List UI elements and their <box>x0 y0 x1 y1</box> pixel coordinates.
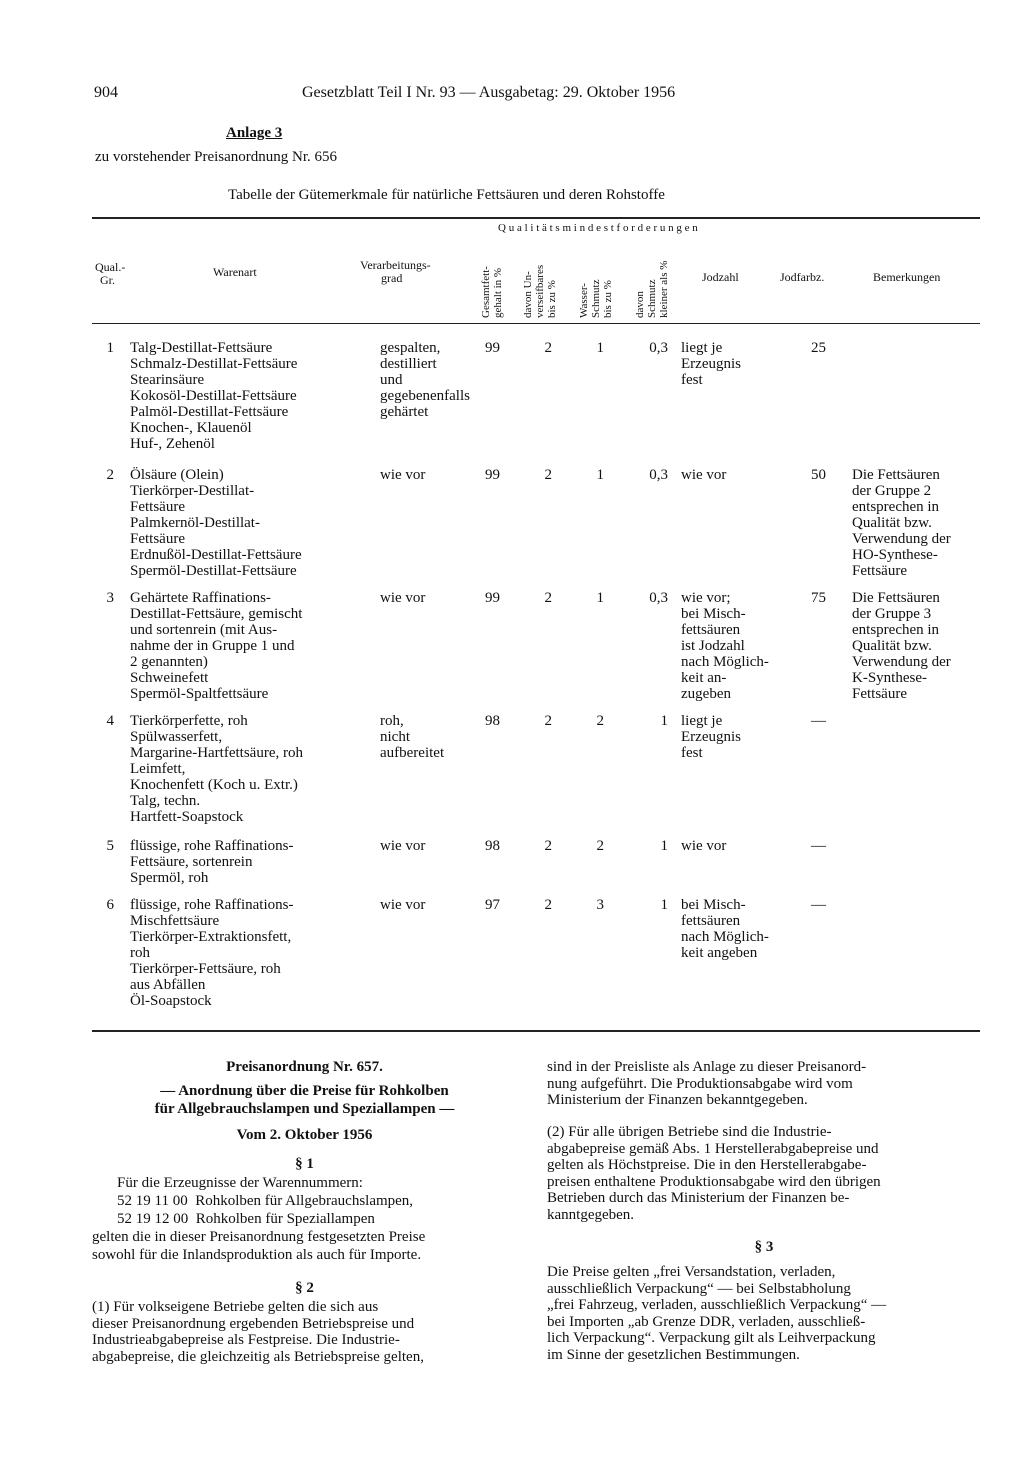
group-header: Q u a l i t ä t s m i n d e s t f o r d e r u n g e n <box>498 222 698 234</box>
table-cell-warenart <box>130 467 365 579</box>
section1-heading: § 1 <box>295 1156 314 1172</box>
warenart-line: Fettsäure <box>130 531 185 547</box>
jodzahl-line: zugeben <box>681 686 731 702</box>
bemerkungen-line: der Gruppe 2 <box>852 483 932 499</box>
warenart-line: Öl-Soapstock <box>130 993 212 1009</box>
jodzahl-line: Erzeugnis <box>681 729 741 745</box>
warenart-line: nahme der in Gruppe 1 und <box>130 638 295 654</box>
warenart-line: Ölsäure (Olein) <box>130 467 224 483</box>
table-cell-warenart <box>130 590 365 702</box>
section1-item2: 52 19 12 00 Rohkolben für Speziallampen <box>117 1211 375 1227</box>
table-cell-warenart <box>130 713 365 825</box>
section2-heading: § 2 <box>295 1280 314 1296</box>
right-paragraph3 <box>547 1264 981 1363</box>
table-cell-unverseifbares: 2 <box>544 897 552 913</box>
warenart-line: Spermöl-Spaltfettsäure <box>130 686 269 702</box>
verarbeitung-line: und <box>380 372 403 388</box>
col-gesamtfett-line2: gehalt in % <box>492 267 504 318</box>
table-top-rule <box>92 217 980 219</box>
ordinance-title: Preisanordnung Nr. 657. <box>226 1059 383 1075</box>
col-qual-line1: Qual.- <box>95 260 126 274</box>
ordinance-date: Vom 2. Oktober 1956 <box>236 1127 373 1143</box>
verarbeitung-line: roh, <box>380 713 404 729</box>
paragraph-line: bei Importen „ab Grenze DDR, verladen, ausschließ- <box>547 1313 866 1330</box>
table-cell-jodzahl <box>681 590 791 702</box>
table-cell-schmutz: 1 <box>660 897 668 913</box>
paragraph-line: im Sinne der gesetzlichen Bestimmungen. <box>547 1346 800 1363</box>
verarbeitung-line: gegebenenfalls <box>380 388 470 404</box>
table-cell-group: 1 <box>106 340 114 356</box>
table-cell-unverseifbares: 2 <box>544 838 552 854</box>
table-cell-unverseifbares: 2 <box>544 590 552 606</box>
table-cell-jodfarbzahl: — <box>811 838 826 854</box>
bemerkungen-line: Die Fettsäuren <box>852 467 940 483</box>
jodzahl-line: fest <box>681 745 703 761</box>
table-cell-jodfarbzahl: — <box>811 713 826 729</box>
table-cell-warenart <box>130 340 365 452</box>
table-cell-unverseifbares: 2 <box>544 467 552 483</box>
jodzahl-line: fettsäuren <box>681 913 741 929</box>
bemerkungen-line: Fettsäure <box>852 686 907 702</box>
table-cell-wasser-schmutz: 1 <box>596 467 604 483</box>
annex-subtitle: zu vorstehender Preisanordnung Nr. 656 <box>95 149 338 165</box>
warenart-line: Fettsäure, sortenrein <box>130 854 253 870</box>
table-cell-group: 5 <box>106 838 114 854</box>
table-cell-wasser-schmutz: 2 <box>596 838 604 854</box>
col-wasser-line2: Schmutz <box>590 279 602 318</box>
table-cell-jodfarbzahl: — <box>811 897 826 913</box>
col-jodzahl: Jodzahl <box>702 270 739 284</box>
bemerkungen-line: entsprechen in <box>852 622 940 638</box>
table-header-rule <box>92 323 980 324</box>
jodzahl-line: Erzeugnis <box>681 356 741 372</box>
col-schmutz-line2: Schmutz <box>646 279 658 318</box>
jodzahl-line: keit an- <box>681 670 727 686</box>
table-cell-group: 2 <box>106 467 114 483</box>
warenart-line: Tierkörper-Fettsäure, roh <box>130 961 281 977</box>
col-bemerkungen: Bemerkungen <box>873 270 941 284</box>
bemerkungen-line: Qualität bzw. <box>852 515 932 531</box>
bemerkungen-line: K-Synthese- <box>852 670 927 686</box>
table-cell-schmutz: 0,3 <box>649 467 668 483</box>
verarbeitung-line: wie vor <box>380 838 426 854</box>
verarbeitung-line: wie vor <box>380 897 426 913</box>
verarbeitung-line: aufbereitet <box>380 745 445 761</box>
bemerkungen-line: der Gruppe 3 <box>852 606 932 622</box>
table-cell-gesamtfett: 98 <box>485 713 500 729</box>
annex-title: Anlage 3 <box>226 125 283 141</box>
paragraph-line: Betrieben durch das Ministerium der Finanzen be- <box>547 1190 850 1206</box>
warenart-line: Palmöl-Destillat-Fettsäure <box>130 404 289 420</box>
right-paragraph2 <box>547 1124 981 1223</box>
table-cell-gesamtfett: 99 <box>485 467 500 483</box>
table-cell-unverseifbares: 2 <box>544 713 552 729</box>
verarbeitung-line: destilliert <box>380 356 437 372</box>
table-cell-group: 3 <box>106 590 114 606</box>
col-jodfarbzahl: Jodfarbz. <box>780 270 825 284</box>
verarbeitung-line: nicht <box>380 729 410 745</box>
table-cell-schmutz: 1 <box>660 713 668 729</box>
warenart-line: Destillat-Fettsäure, gemischt <box>130 606 303 622</box>
warenart-line: Spermöl-Destillat-Fettsäure <box>130 563 297 579</box>
warenart-line: Spermöl, roh <box>130 870 209 886</box>
col-verarbeitung-line1: Verarbeitungs- <box>360 258 431 272</box>
warenart-line: Tierkörperfette, roh <box>130 713 248 729</box>
verarbeitung-line: wie vor <box>380 467 426 483</box>
table-cell-jodfarbzahl: 75 <box>811 590 826 606</box>
table-cell-wasser-schmutz: 2 <box>596 713 604 729</box>
running-title: Gesetzblatt Teil I Nr. 93 — Ausgabetag: 29. Oktober 1956 <box>302 84 676 101</box>
paragraph-line: abgabepreise gemäß Abs. 1 Herstellerabgabepreise und <box>547 1140 879 1157</box>
warenart-line: Schmalz-Destillat-Fettsäure <box>130 356 298 372</box>
paragraph-line: (2) Für alle übrigen Betriebe sind die Industrie- <box>547 1124 832 1140</box>
table-cell-schmutz: 0,3 <box>649 340 668 356</box>
verarbeitung-line: wie vor <box>380 590 426 606</box>
warenart-line: Schweinefett <box>130 670 209 686</box>
jodzahl-line: bei Misch- <box>681 897 746 913</box>
col-qual-line2: Gr. <box>100 273 115 287</box>
jodzahl-line: keit angeben <box>681 945 758 961</box>
warenart-line: roh <box>130 945 150 961</box>
right-paragraph1 <box>547 1059 981 1109</box>
section1-intro: Für die Erzeugnisse der Warennummern: <box>117 1175 363 1191</box>
table-bottom-rule <box>92 1030 980 1032</box>
warenart-line: flüssige, rohe Raffinations- <box>130 897 294 913</box>
table-cell-wasser-schmutz: 1 <box>596 340 604 356</box>
paragraph-line: „frei Fahrzeug, verladen, ausschließlich Verpackung“ — <box>547 1297 887 1313</box>
paragraph-line: lich Verpackung“. Verpackung gilt als Leihverpackung <box>547 1330 876 1346</box>
section1-text-line1: gelten die in dieser Preisanordnung festgesetzten Preise <box>92 1229 426 1245</box>
table-cell-wasser-schmutz: 1 <box>596 590 604 606</box>
warenart-line: aus Abfällen <box>130 977 206 993</box>
warenart-line: Tierkörper-Destillat- <box>130 483 255 499</box>
jodzahl-line: wie vor <box>681 467 727 483</box>
warenart-line: Gehärtete Raffinations- <box>130 590 271 606</box>
table-cell-jodfarbzahl: 25 <box>811 340 826 356</box>
col-unverseifbares-line1: davon Un- <box>522 271 534 318</box>
table-cell-gesamtfett: 97 <box>485 897 500 913</box>
paragraph-line: preisen enthaltene Produktionsabgabe wird den übrigen <box>547 1173 881 1190</box>
verarbeitung-line: gespalten, <box>380 340 441 356</box>
table-cell-jodzahl <box>681 838 791 854</box>
warenart-line: und sortenrein (mit Aus- <box>130 622 278 638</box>
table-cell-wasser-schmutz: 3 <box>596 897 604 913</box>
bemerkungen-line: Verwendung der <box>852 654 951 670</box>
jodzahl-line: wie vor <box>681 838 727 854</box>
table-cell-jodzahl <box>681 340 791 388</box>
section1-item1: 52 19 11 00 Rohkolben für Allgebrauchslampen, <box>117 1193 414 1209</box>
col-wasser-line1: Wasser- <box>578 283 590 318</box>
table-title: Tabelle der Gütemerkmale für natürliche Fettsäuren und deren Rohstoffe <box>228 187 665 203</box>
jodzahl-line: fest <box>681 372 703 388</box>
warenart-line: Erdnußöl-Destillat-Fettsäure <box>130 547 302 563</box>
jodzahl-line: fettsäuren <box>681 622 741 638</box>
warenart-line: Margarine-Hartfettsäure, roh <box>130 745 303 761</box>
table-cell-unverseifbares: 2 <box>544 340 552 356</box>
paragraph-line: (1) Für volkseigene Betriebe gelten die sich aus <box>92 1299 379 1315</box>
warenart-line: Hartfett-Soapstock <box>130 809 244 825</box>
paragraph-line: gelten als Höchstpreise. Die in den Herstellerabgabe- <box>547 1157 867 1173</box>
verarbeitung-line: gehärtet <box>380 404 429 420</box>
warenart-line: Talg-Destillat-Fettsäure <box>130 340 273 356</box>
table-cell-schmutz: 0,3 <box>649 590 668 606</box>
bemerkungen-line: entsprechen in <box>852 499 940 515</box>
paragraph-line: dieser Preisanordnung ergebenden Betriebspreise und <box>92 1315 415 1332</box>
table-cell-warenart <box>130 838 365 886</box>
paragraph-line: sind in der Preisliste als Anlage zu dieser Preisanord- <box>547 1059 867 1075</box>
section1-text-line2: sowohl für die Inlandsproduktion als auch für Importe. <box>92 1247 422 1263</box>
section2-paragraph1 <box>92 1299 520 1365</box>
jodzahl-line: liegt je <box>681 713 723 729</box>
table-cell-group: 4 <box>106 713 114 729</box>
col-verarbeitung-line2: grad <box>381 271 403 285</box>
jodzahl-line: bei Misch- <box>681 606 746 622</box>
col-warenart: Warenart <box>213 265 257 279</box>
jodzahl-line: wie vor; <box>681 590 731 606</box>
col-unverseifbares-line2: verseifbares <box>534 264 546 318</box>
table-cell-jodfarbzahl: 50 <box>811 467 826 483</box>
warenart-line: flüssige, rohe Raffinations- <box>130 838 294 854</box>
table-cell-bemerkungen <box>852 467 982 579</box>
bemerkungen-line: Qualität bzw. <box>852 638 932 654</box>
paragraph-line: Industrieabgabepreise als Festpreise. Die Industrie- <box>92 1332 400 1348</box>
warenart-line: Leimfett, <box>130 761 186 777</box>
table-cell-bemerkungen <box>852 590 982 702</box>
warenart-line: Talg, techn. <box>130 793 201 809</box>
warenart-line: Knochen-, Klauenöl <box>130 420 252 436</box>
warenart-line: Palmkernöl-Destillat- <box>130 515 260 531</box>
table-cell-schmutz: 1 <box>660 838 668 854</box>
paragraph-line: ausschließlich Verpackung“ — bei Selbstabholung <box>547 1280 851 1297</box>
table-cell-group: 6 <box>106 897 114 913</box>
jodzahl-line: nach Möglich- <box>681 929 769 945</box>
paragraph-line: abgabepreise, die gleichzeitig als Betriebspreise gelten, <box>92 1348 424 1365</box>
col-schmutz-line3: kleiner als % <box>658 260 670 318</box>
warenart-line: Mischfettsäure <box>130 913 220 929</box>
warenart-line: Kokosöl-Destillat-Fettsäure <box>130 388 297 404</box>
table-cell-warenart <box>130 897 365 1009</box>
warenart-line: Tierkörper-Extraktionsfett, <box>130 929 292 945</box>
ordinance-subtitle-line1: — Anordnung über die Preise für Rohkolben <box>160 1083 449 1099</box>
table-cell-gesamtfett: 98 <box>485 838 500 854</box>
table-cell-jodzahl <box>681 897 791 961</box>
col-wasser-line3: bis zu % <box>602 280 614 318</box>
warenart-line: 2 genannten) <box>130 654 208 670</box>
bemerkungen-line: Fettsäure <box>852 563 907 579</box>
section3-heading: § 3 <box>754 1239 774 1255</box>
col-schmutz-line1: davon <box>634 291 646 318</box>
warenart-line: Spülwasserfett, <box>130 729 223 745</box>
paragraph-line: nung aufgeführt. Die Produktionsabgabe wird vom <box>547 1075 853 1092</box>
table-cell-jodzahl <box>681 713 791 761</box>
bemerkungen-line: HO-Synthese- <box>852 547 938 563</box>
jodzahl-line: nach Möglich- <box>681 654 769 670</box>
warenart-line: Stearinsäure <box>130 372 205 388</box>
paragraph-line: Ministerium der Finanzen bekanntgegeben. <box>547 1092 808 1108</box>
ordinance-subtitle-line2: für Allgebrauchslampen und Speziallampen — <box>154 1101 455 1117</box>
bemerkungen-line: Die Fettsäuren <box>852 590 940 606</box>
warenart-line: Huf-, Zehenöl <box>130 436 215 452</box>
paragraph-line: kanntgegeben. <box>547 1206 635 1223</box>
table-cell-gesamtfett: 99 <box>485 340 500 356</box>
paragraph-line: Die Preise gelten „frei Versandstation, verladen, <box>547 1264 836 1280</box>
table-cell-jodzahl <box>681 467 791 483</box>
warenart-line: Fettsäure <box>130 499 185 515</box>
page-number: 904 <box>94 84 118 101</box>
table-cell-gesamtfett: 99 <box>485 590 500 606</box>
col-gesamtfett-line1: Gesamtfett- <box>480 266 492 318</box>
col-unverseifbares-line3: bis zu % <box>546 280 558 318</box>
jodzahl-line: ist Jodzahl <box>681 638 745 654</box>
bemerkungen-line: Verwendung der <box>852 531 951 547</box>
warenart-line: Knochenfett (Koch u. Extr.) <box>130 777 298 793</box>
jodzahl-line: liegt je <box>681 340 723 356</box>
